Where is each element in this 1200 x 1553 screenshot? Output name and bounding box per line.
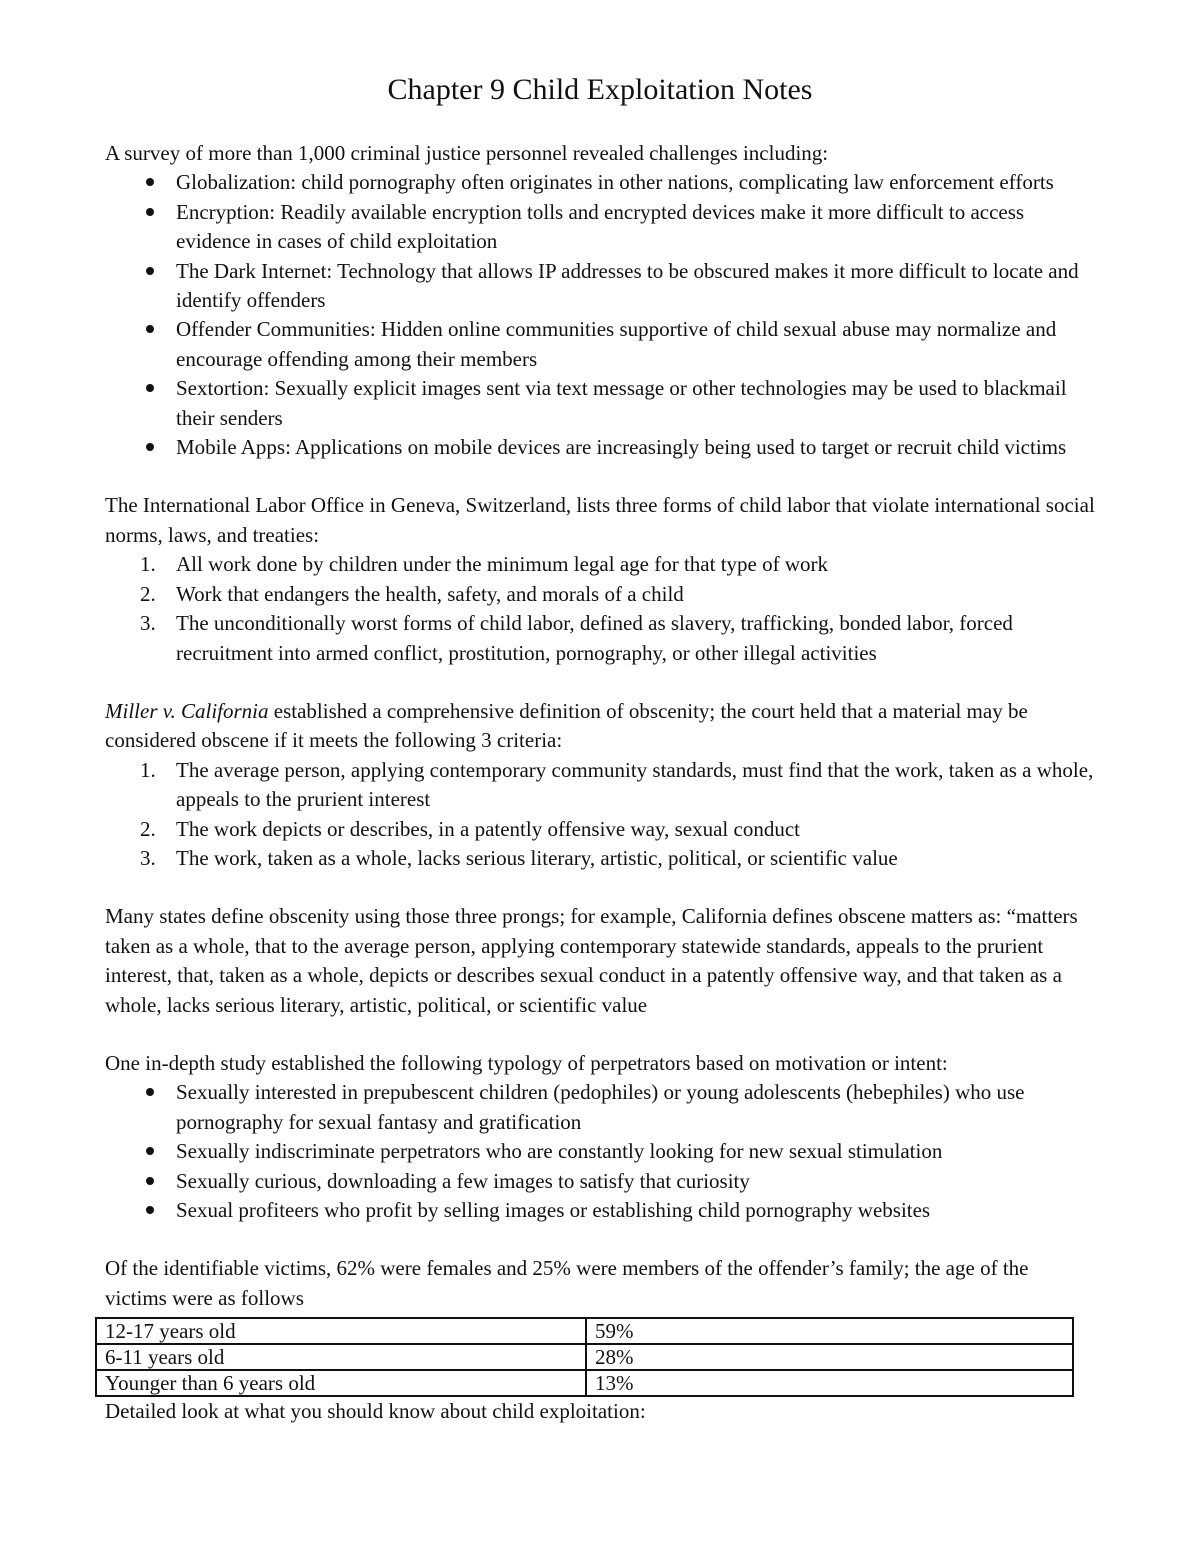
list-item: Sexually indiscriminate perpetrators who are constantly looking for new sexual stimulation xyxy=(105,1137,1095,1166)
table-row xyxy=(96,1370,1073,1396)
bullet-icon xyxy=(146,1147,154,1155)
closing-line: Detailed look at what you should know about child exploitation: xyxy=(105,1399,646,1424)
survey-list xyxy=(105,168,1095,462)
bullet-icon xyxy=(146,208,154,216)
bullet-icon xyxy=(146,384,154,392)
table-row xyxy=(96,1344,1073,1370)
list-item: 2. Work that endangers the health, safety, and morals of a child xyxy=(140,581,684,606)
typology-list xyxy=(105,1078,1095,1225)
list-item: Sexually curious, downloading a few images to satisfy that curiosity xyxy=(105,1167,1095,1196)
victims-intro: Of the identifiable victims, 62% were females and 25% were members of the offender’s family; the age of the victims were as follows xyxy=(105,1256,1029,1310)
list-item: Sexual profiteers who profit by selling images or establishing child pornography websites xyxy=(105,1196,1095,1225)
list-item: 3. The unconditionally worst forms of child labor, defined as slavery, trafficking, bonded labor, forced recruitment into armed conflict, prostitution, pornography, or other illegal activities xyxy=(140,611,1013,665)
states-paragraph: Many states define obscenity using those three prongs; for example, California defines obscene matters as: “matters taken as a whole, that to the average person, applying contemporary statewide standards, appeals to the prurient interest, that, taken as a whole, depicts or describes sexual conduct in a patently offensive way, and that taken as a whole, lacks serious literary, artistic, political, or scientific value xyxy=(105,904,1078,1017)
bullet-icon xyxy=(146,1177,154,1185)
table-cell: 28% xyxy=(586,1344,1073,1370)
typology-intro: One in-depth study established the following typology of perpetrators based on motivation or intent: xyxy=(105,1050,948,1075)
bullet-icon xyxy=(146,325,154,333)
list-item: 3. The work, taken as a whole, lacks serious literary, artistic, political, or scientific value xyxy=(140,845,898,870)
list-item: Sexually interested in prepubescent children (pedophiles) or young adolescents (hebephiles) who use pornography for sexual fantasy and gratification xyxy=(105,1078,1095,1137)
list-item: Encryption: Readily available encryption tolls and encrypted devices make it more difficult to access evidence in cases of child exploitation xyxy=(105,198,1095,257)
case-name: Miller v. California xyxy=(105,698,269,723)
list-item: Globalization: child pornography often originates in other nations, complicating law enforcement efforts xyxy=(105,168,1095,197)
miller-intro: Miller v. California established a comprehensive definition of obscenity; the court held that a material may be considered obscene if it meets the following 3 criteria: xyxy=(105,698,1028,753)
bullet-icon xyxy=(146,267,154,275)
victim-age-table xyxy=(95,1317,1074,1397)
bullet-icon xyxy=(146,1206,154,1214)
table-cell: 13% xyxy=(586,1370,1073,1396)
list-item: Sextortion: Sexually explicit images sent via text message or other technologies may be used to blackmail their senders xyxy=(105,374,1095,433)
table-cell: Younger than 6 years old xyxy=(96,1370,586,1396)
table-cell: 6-11 years old xyxy=(96,1344,586,1370)
ilo-intro: The International Labor Office in Geneva, Switzerland, lists three forms of child labor that violate international social norms, laws, and treaties: xyxy=(105,493,1095,547)
ilo-list xyxy=(105,550,1095,668)
miller-list xyxy=(105,756,1095,874)
list-item: 2. The work depicts or describes, in a patently offensive way, sexual conduct xyxy=(140,816,800,841)
list-item: Mobile Apps: Applications on mobile devices are increasingly being used to target or recruit child victims xyxy=(105,433,1095,462)
list-item: The Dark Internet: Technology that allows IP addresses to be obscured makes it more difficult to locate and identify offenders xyxy=(105,257,1095,316)
table-cell: 12-17 years old xyxy=(96,1318,586,1344)
bullet-icon xyxy=(146,178,154,186)
list-item: Offender Communities: Hidden online communities supportive of child sexual abuse may normalize and encourage offending among their members xyxy=(105,315,1095,374)
page-title: Chapter 9 Child Exploitation Notes xyxy=(387,73,813,106)
table-cell: 59% xyxy=(586,1318,1073,1344)
table-row xyxy=(96,1318,1073,1344)
list-item: 1. The average person, applying contemporary community standards, must find that the work, taken as a whole, appeals to the prurient interest xyxy=(140,757,1094,812)
document-body xyxy=(105,139,1095,1427)
bullet-icon xyxy=(146,1088,154,1096)
survey-intro: A survey of more than 1,000 criminal justice personnel revealed challenges including: xyxy=(105,141,829,165)
list-item: 1. All work done by children under the minimum legal age for that type of work xyxy=(140,552,828,577)
bullet-icon xyxy=(146,443,154,451)
